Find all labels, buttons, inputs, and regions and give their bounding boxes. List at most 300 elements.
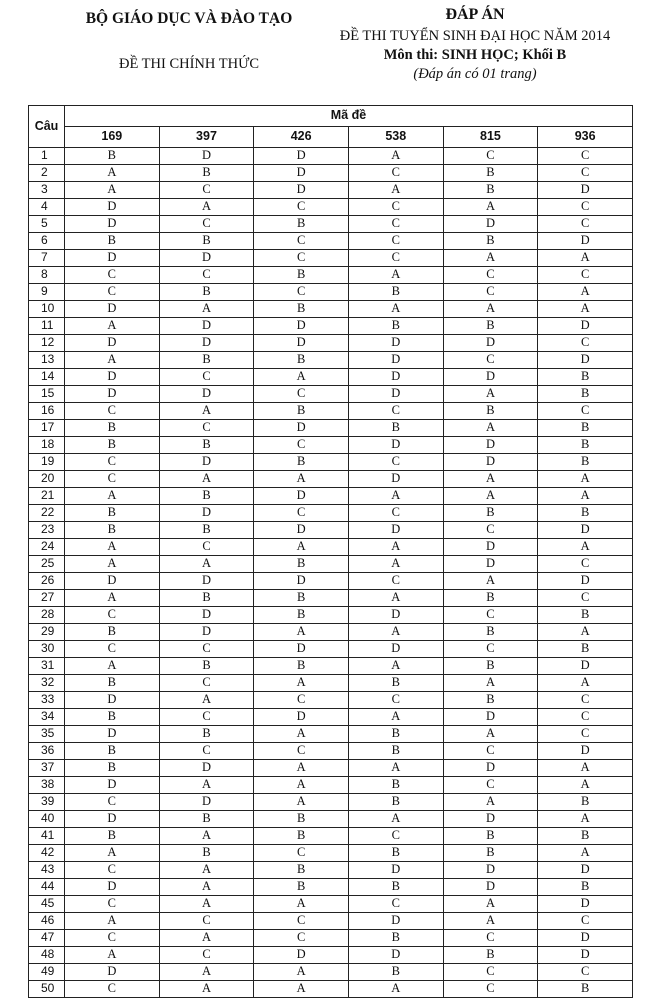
answer-cell: D [348, 947, 443, 964]
answer-cell: C [348, 165, 443, 182]
question-number: 37 [29, 760, 65, 777]
answer-cell: C [443, 148, 538, 165]
answer-cell: B [443, 828, 538, 845]
answer-cell: D [443, 879, 538, 896]
answer-cell: D [159, 250, 254, 267]
answer-cell: C [65, 981, 160, 998]
answer-cell: A [348, 148, 443, 165]
answer-cell: A [538, 250, 633, 267]
table-row [29, 573, 633, 590]
question-column-header: Câu [29, 106, 65, 148]
answer-cell: A [538, 811, 633, 828]
table-row [29, 658, 633, 675]
answer-cell: B [443, 403, 538, 420]
question-number: 7 [29, 250, 65, 267]
answer-cell: C [159, 420, 254, 437]
question-number: 38 [29, 777, 65, 794]
question-number: 8 [29, 267, 65, 284]
answer-cell: C [254, 386, 349, 403]
question-number: 39 [29, 794, 65, 811]
answer-cell: C [254, 250, 349, 267]
answer-cell: B [254, 403, 349, 420]
answer-cell: B [538, 641, 633, 658]
answer-cell: D [65, 250, 160, 267]
answer-cell: A [443, 726, 538, 743]
answer-cell: A [254, 471, 349, 488]
answer-cell: C [254, 692, 349, 709]
question-number: 44 [29, 879, 65, 896]
answer-cell: C [254, 930, 349, 947]
question-number: 33 [29, 692, 65, 709]
answer-cell: C [538, 964, 633, 981]
answer-cell: C [65, 471, 160, 488]
answer-cell: C [65, 607, 160, 624]
table-row [29, 301, 633, 318]
answer-cell: B [538, 879, 633, 896]
answer-cell: A [254, 726, 349, 743]
question-number: 30 [29, 641, 65, 658]
table-row [29, 556, 633, 573]
answer-cell: D [348, 386, 443, 403]
table-row [29, 403, 633, 420]
answer-cell: B [65, 675, 160, 692]
answer-cell: B [254, 267, 349, 284]
question-number: 1 [29, 148, 65, 165]
answer-cell: A [65, 845, 160, 862]
table-row [29, 947, 633, 964]
answer-cell: A [538, 845, 633, 862]
answer-cell: C [65, 454, 160, 471]
answer-cell: D [348, 913, 443, 930]
answer-cell: D [538, 233, 633, 250]
table-row [29, 216, 633, 233]
answer-cell: A [443, 386, 538, 403]
answer-cell: C [538, 726, 633, 743]
answer-cell: B [159, 284, 254, 301]
answer-cell: B [254, 216, 349, 233]
question-number: 42 [29, 845, 65, 862]
table-row [29, 862, 633, 879]
answer-cell: D [65, 879, 160, 896]
answer-cell: D [254, 420, 349, 437]
table-row [29, 233, 633, 250]
answer-cell: D [443, 454, 538, 471]
answer-cell: A [65, 539, 160, 556]
answer-cell: D [348, 335, 443, 352]
answer-cell: B [159, 658, 254, 675]
answer-cell: C [538, 913, 633, 930]
question-number: 36 [29, 743, 65, 760]
question-number: 13 [29, 352, 65, 369]
answer-cell: A [254, 675, 349, 692]
answer-cell: B [65, 828, 160, 845]
answer-cell: D [65, 369, 160, 386]
answer-cell: B [443, 845, 538, 862]
answer-cell: D [348, 862, 443, 879]
answer-cell: A [65, 947, 160, 964]
answer-cell: B [538, 420, 633, 437]
question-number: 28 [29, 607, 65, 624]
question-number: 21 [29, 488, 65, 505]
answer-cell: A [348, 709, 443, 726]
answer-cell: D [538, 658, 633, 675]
answer-cell: A [443, 488, 538, 505]
exam-code: 815 [443, 127, 538, 148]
answer-cell: A [538, 284, 633, 301]
question-number: 43 [29, 862, 65, 879]
answer-cell: B [254, 862, 349, 879]
answer-cell: A [65, 488, 160, 505]
answer-cell: A [159, 692, 254, 709]
question-number: 9 [29, 284, 65, 301]
answer-cell: C [254, 505, 349, 522]
question-number: 16 [29, 403, 65, 420]
answer-cell: B [65, 760, 160, 777]
answer-cell: A [65, 352, 160, 369]
answer-cell: D [254, 318, 349, 335]
answer-cell: C [443, 743, 538, 760]
answer-cell: C [159, 743, 254, 760]
answer-cell: A [348, 539, 443, 556]
answer-cell: D [443, 437, 538, 454]
answer-cell: B [443, 624, 538, 641]
exam-code: 169 [65, 127, 160, 148]
answer-cell: B [254, 828, 349, 845]
question-number: 40 [29, 811, 65, 828]
answer-cell: B [443, 318, 538, 335]
answer-cell: B [538, 794, 633, 811]
answer-cell: D [254, 182, 349, 199]
answer-cell: A [254, 760, 349, 777]
answer-cell: D [254, 641, 349, 658]
answer-cell: A [443, 794, 538, 811]
answer-cell: D [254, 488, 349, 505]
table-row [29, 607, 633, 624]
answer-cell: A [538, 488, 633, 505]
question-number: 12 [29, 335, 65, 352]
answer-cell: A [538, 624, 633, 641]
answer-cell: B [348, 726, 443, 743]
answer-cell: B [348, 777, 443, 794]
answer-cell: B [65, 420, 160, 437]
answer-table-body [29, 148, 633, 998]
answer-cell: B [159, 522, 254, 539]
answer-cell: A [254, 777, 349, 794]
answer-cell: A [159, 862, 254, 879]
answer-cell: C [65, 641, 160, 658]
answer-cell: C [348, 250, 443, 267]
table-row [29, 522, 633, 539]
table-row [29, 896, 633, 913]
exam-code: 936 [538, 127, 633, 148]
table-row [29, 692, 633, 709]
exam-code-header: Mã đề [65, 106, 633, 127]
answer-cell: D [538, 947, 633, 964]
question-number: 3 [29, 182, 65, 199]
answer-cell: C [538, 148, 633, 165]
answer-cell: B [348, 794, 443, 811]
answer-cell: A [348, 624, 443, 641]
answer-cell: A [443, 301, 538, 318]
table-row [29, 675, 633, 692]
answer-cell: A [348, 301, 443, 318]
question-number: 32 [29, 675, 65, 692]
answer-cell: B [443, 182, 538, 199]
table-row [29, 199, 633, 216]
question-number: 29 [29, 624, 65, 641]
answer-cell: C [65, 896, 160, 913]
header-row-codes [29, 127, 633, 148]
answer-cell: A [443, 420, 538, 437]
answer-cell: C [159, 369, 254, 386]
answer-cell: D [159, 760, 254, 777]
answer-cell: A [443, 913, 538, 930]
answer-cell: A [443, 199, 538, 216]
answer-cell: B [254, 607, 349, 624]
answer-cell: C [348, 896, 443, 913]
answer-cell: D [348, 369, 443, 386]
question-number: 14 [29, 369, 65, 386]
answer-cell: C [254, 233, 349, 250]
answer-cell: C [443, 930, 538, 947]
answer-cell: D [159, 573, 254, 590]
answer-cell: A [65, 913, 160, 930]
answer-cell: B [348, 284, 443, 301]
answer-cell: A [254, 896, 349, 913]
question-number: 47 [29, 930, 65, 947]
answer-cell: D [65, 726, 160, 743]
answer-cell: C [348, 403, 443, 420]
answer-cell: C [443, 607, 538, 624]
answer-cell: A [159, 777, 254, 794]
table-row [29, 250, 633, 267]
question-number: 20 [29, 471, 65, 488]
answer-cell: B [538, 386, 633, 403]
answer-cell: D [65, 199, 160, 216]
answer-cell: B [65, 522, 160, 539]
answer-cell: B [254, 556, 349, 573]
answer-cell: C [348, 573, 443, 590]
answer-cell: D [159, 505, 254, 522]
answer-cell: B [538, 828, 633, 845]
answer-cell: A [348, 811, 443, 828]
answer-cell: A [538, 760, 633, 777]
answer-cell: C [443, 964, 538, 981]
exam-name: ĐỀ THI TUYỂN SINH ĐẠI HỌC NĂM 2014 [339, 28, 611, 44]
answer-cell: D [254, 522, 349, 539]
answer-cell: A [348, 981, 443, 998]
answer-cell: C [443, 777, 538, 794]
answer-cell: A [159, 981, 254, 998]
answer-cell: D [254, 148, 349, 165]
exam-code: 426 [254, 127, 349, 148]
answer-cell: C [65, 403, 160, 420]
table-row [29, 726, 633, 743]
answer-cell: B [159, 437, 254, 454]
answer-cell: D [65, 386, 160, 403]
answer-cell: C [65, 267, 160, 284]
answer-cell: A [348, 658, 443, 675]
answer-cell: C [65, 930, 160, 947]
answer-cell: C [159, 913, 254, 930]
answer-cell: D [254, 165, 349, 182]
answer-cell: A [65, 590, 160, 607]
answer-cell: C [65, 794, 160, 811]
answer-cell: B [443, 233, 538, 250]
answer-cell: D [348, 352, 443, 369]
answer-cell: A [159, 879, 254, 896]
answer-cell: B [443, 947, 538, 964]
answer-cell: A [538, 471, 633, 488]
table-row [29, 811, 633, 828]
table-row [29, 505, 633, 522]
answer-cell: D [159, 607, 254, 624]
question-number: 2 [29, 165, 65, 182]
answer-cell: D [65, 692, 160, 709]
answer-cell: D [443, 369, 538, 386]
table-row [29, 318, 633, 335]
answer-cell: D [538, 930, 633, 947]
answer-cell: C [348, 216, 443, 233]
answer-cell: C [348, 199, 443, 216]
answer-cell: B [159, 352, 254, 369]
table-row [29, 437, 633, 454]
answer-cell: D [65, 216, 160, 233]
answer-cell: D [538, 352, 633, 369]
answer-cell: D [538, 182, 633, 199]
answer-cell: D [159, 624, 254, 641]
question-number: 4 [29, 199, 65, 216]
table-row [29, 777, 633, 794]
answer-cell: B [348, 743, 443, 760]
answer-cell: D [348, 471, 443, 488]
answer-cell: A [254, 624, 349, 641]
table-row [29, 454, 633, 471]
question-number: 34 [29, 709, 65, 726]
answer-cell: A [348, 590, 443, 607]
answer-cell: B [159, 233, 254, 250]
table-row [29, 879, 633, 896]
table-row [29, 488, 633, 505]
answer-cell: D [443, 709, 538, 726]
answer-cell: B [348, 318, 443, 335]
answer-cell: D [348, 437, 443, 454]
answer-cell: C [254, 845, 349, 862]
question-number: 22 [29, 505, 65, 522]
answer-cell: B [348, 930, 443, 947]
answer-cell: A [348, 556, 443, 573]
answer-cell: A [159, 471, 254, 488]
answer-cell: C [254, 743, 349, 760]
answer-cell: B [538, 369, 633, 386]
table-row [29, 845, 633, 862]
answer-cell: C [159, 539, 254, 556]
answer-cell: B [65, 709, 160, 726]
answer-cell: C [443, 352, 538, 369]
answer-cell: C [159, 267, 254, 284]
header-row-top [29, 106, 633, 127]
question-number: 49 [29, 964, 65, 981]
answer-cell: B [65, 505, 160, 522]
answer-cell: C [443, 641, 538, 658]
question-number: 10 [29, 301, 65, 318]
answer-cell: A [159, 896, 254, 913]
answer-cell: B [65, 743, 160, 760]
answer-cell: D [443, 539, 538, 556]
table-row [29, 794, 633, 811]
answer-cell: D [65, 301, 160, 318]
answer-cell: D [443, 216, 538, 233]
answer-cell: D [538, 318, 633, 335]
answer-cell: C [443, 267, 538, 284]
ministry-name: BỘ GIÁO DỤC VÀ ĐÀO TẠO [85, 10, 293, 27]
table-row [29, 352, 633, 369]
answer-cell: A [65, 556, 160, 573]
question-number: 18 [29, 437, 65, 454]
answer-cell: C [159, 947, 254, 964]
answer-cell: A [254, 981, 349, 998]
answer-cell: C [254, 437, 349, 454]
question-number: 19 [29, 454, 65, 471]
answer-cell: C [538, 267, 633, 284]
answer-cell: B [254, 454, 349, 471]
question-number: 25 [29, 556, 65, 573]
pages-note: (Đáp án có 01 trang) [413, 66, 537, 82]
answer-cell: C [348, 505, 443, 522]
table-row [29, 369, 633, 386]
answer-cell: D [443, 760, 538, 777]
answer-cell: B [254, 879, 349, 896]
answer-cell: B [159, 165, 254, 182]
answer-cell: B [65, 437, 160, 454]
answer-cell: B [254, 590, 349, 607]
answer-cell: B [159, 488, 254, 505]
answer-cell: B [443, 658, 538, 675]
answer-cell: C [159, 182, 254, 199]
answer-cell: B [538, 981, 633, 998]
answer-cell: C [443, 981, 538, 998]
answer-cell: A [348, 267, 443, 284]
table-row [29, 930, 633, 947]
answer-cell: A [159, 301, 254, 318]
answer-cell: B [159, 811, 254, 828]
table-row [29, 182, 633, 199]
answer-cell: D [159, 794, 254, 811]
answer-cell: B [538, 607, 633, 624]
answer-cell: D [159, 148, 254, 165]
answer-cell: B [348, 964, 443, 981]
answer-cell: B [254, 811, 349, 828]
answer-cell: D [443, 556, 538, 573]
table-row [29, 335, 633, 352]
table-row [29, 471, 633, 488]
table-row [29, 267, 633, 284]
answer-cell: A [348, 182, 443, 199]
answer-cell: B [254, 352, 349, 369]
answer-cell: C [159, 709, 254, 726]
answer-cell: C [538, 403, 633, 420]
answer-cell: A [538, 675, 633, 692]
answer-cell: A [159, 930, 254, 947]
answer-cell: D [538, 896, 633, 913]
answer-table-head [29, 106, 633, 148]
answer-cell: B [65, 233, 160, 250]
answer-cell: A [159, 403, 254, 420]
answer-cell: B [348, 675, 443, 692]
answer-cell: A [159, 199, 254, 216]
answer-cell: A [443, 471, 538, 488]
answer-cell: B [443, 165, 538, 182]
